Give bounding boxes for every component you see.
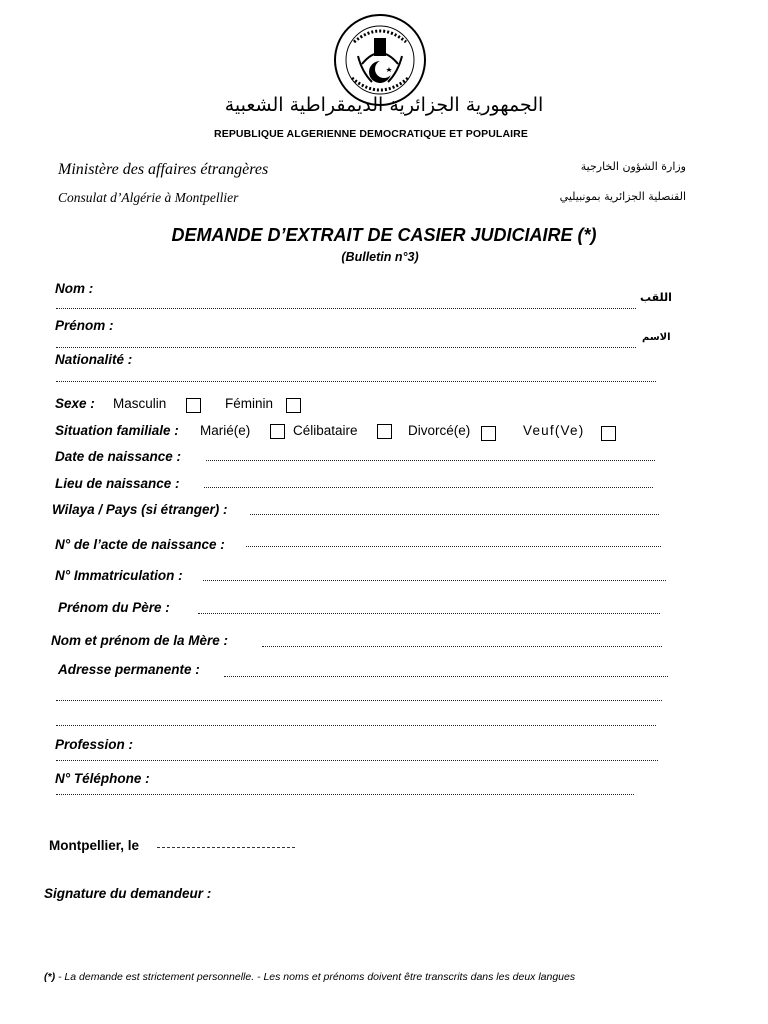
sexe-label: Sexe :	[55, 396, 95, 411]
prenom-label-ar: الاسم	[642, 332, 671, 343]
nom-field[interactable]	[56, 308, 636, 309]
situation-option-veuf-label: Veuf(Ve)	[523, 423, 585, 438]
sexe-option-feminin-label: Féminin	[225, 396, 274, 411]
celibataire-checkbox[interactable]	[377, 424, 392, 439]
adresse-field-line-2[interactable]	[56, 700, 662, 701]
situation-option-celibataire-label: Célibataire	[293, 423, 358, 438]
immatriculation-label: N° Immatriculation :	[55, 568, 183, 583]
acte-naissance-field[interactable]	[246, 546, 661, 547]
prenom-label: Prénom :	[55, 318, 114, 333]
situation-label: Situation familiale :	[55, 423, 179, 438]
footnote-text: - La demande est strictement personnelle. - Les noms et prénoms doivent être transcrits dans les deux langues	[55, 971, 576, 983]
profession-label: Profession :	[55, 737, 134, 752]
profession-field[interactable]	[56, 760, 658, 761]
masculin-checkbox[interactable]	[186, 398, 201, 413]
prenom-pere-field[interactable]	[198, 613, 660, 614]
mere-label: Nom et prénom de la Mère :	[51, 633, 229, 648]
lieu-naissance-field[interactable]	[204, 487, 653, 488]
header-french-title: REPUBLIQUE ALGERIENNE DEMOCRATIQUE ET POPULAIRE	[214, 128, 528, 140]
ministry-name-fr: Ministère des affaires étrangères	[58, 161, 269, 178]
adresse-field-line-3[interactable]	[56, 725, 656, 726]
signature-area[interactable]	[44, 905, 644, 955]
veuf-checkbox[interactable]	[601, 426, 616, 441]
footnote-marker: (*)	[44, 971, 56, 983]
date-naissance-label: Date de naissance :	[55, 449, 182, 464]
mere-field[interactable]	[262, 646, 662, 647]
prenom-field[interactable]	[56, 347, 636, 348]
signature-label: Signature du demandeur :	[44, 886, 212, 901]
footnote	[44, 971, 575, 983]
telephone-label: N° Téléphone :	[55, 771, 150, 786]
sexe-option-masculin-label: Masculin	[113, 396, 167, 411]
date-signature-field[interactable]	[157, 847, 295, 848]
nationalite-label: Nationalité :	[55, 352, 133, 367]
situation-option-divorce-label: Divorcé(e)	[408, 423, 471, 438]
acte-naissance-label: N° de l’acte de naissance :	[55, 537, 225, 552]
header-arabic-title: الجمهورية الجزائرية الديمقراطية الشعبية	[224, 94, 544, 116]
adresse-label: Adresse permanente :	[58, 662, 200, 677]
marie-checkbox[interactable]	[270, 424, 285, 439]
telephone-field[interactable]	[56, 794, 634, 795]
lieu-date-label: Montpellier, le	[49, 838, 140, 853]
consulate-name-ar: القنصلية الجزائرية بمونبيليي	[559, 190, 686, 203]
wilaya-field[interactable]	[250, 514, 659, 515]
immatriculation-field[interactable]	[203, 580, 666, 581]
nationalite-field[interactable]	[56, 381, 656, 382]
adresse-field-line-1[interactable]	[224, 676, 668, 677]
feminin-checkbox[interactable]	[286, 398, 301, 413]
ministry-name-ar: وزارة الشؤون الخارجية	[580, 160, 686, 173]
wilaya-label: Wilaya / Pays (si étranger) :	[52, 502, 228, 517]
nom-label: Nom :	[55, 281, 94, 296]
lieu-naissance-label: Lieu de naissance :	[55, 476, 180, 491]
divorce-checkbox[interactable]	[481, 426, 496, 441]
form-subtitle: (Bulletin n°3)	[341, 250, 419, 264]
date-naissance-field[interactable]	[206, 460, 655, 461]
form-title: DEMANDE D’EXTRAIT DE CASIER JUDICIAIRE (*)	[171, 225, 597, 245]
situation-option-marie-label: Marié(e)	[200, 423, 251, 438]
nom-label-ar: اللقب	[640, 291, 672, 304]
consulate-name-fr: Consulat d’Algérie à Montpellier	[58, 190, 239, 205]
prenom-pere-label: Prénom du Père :	[58, 600, 170, 615]
